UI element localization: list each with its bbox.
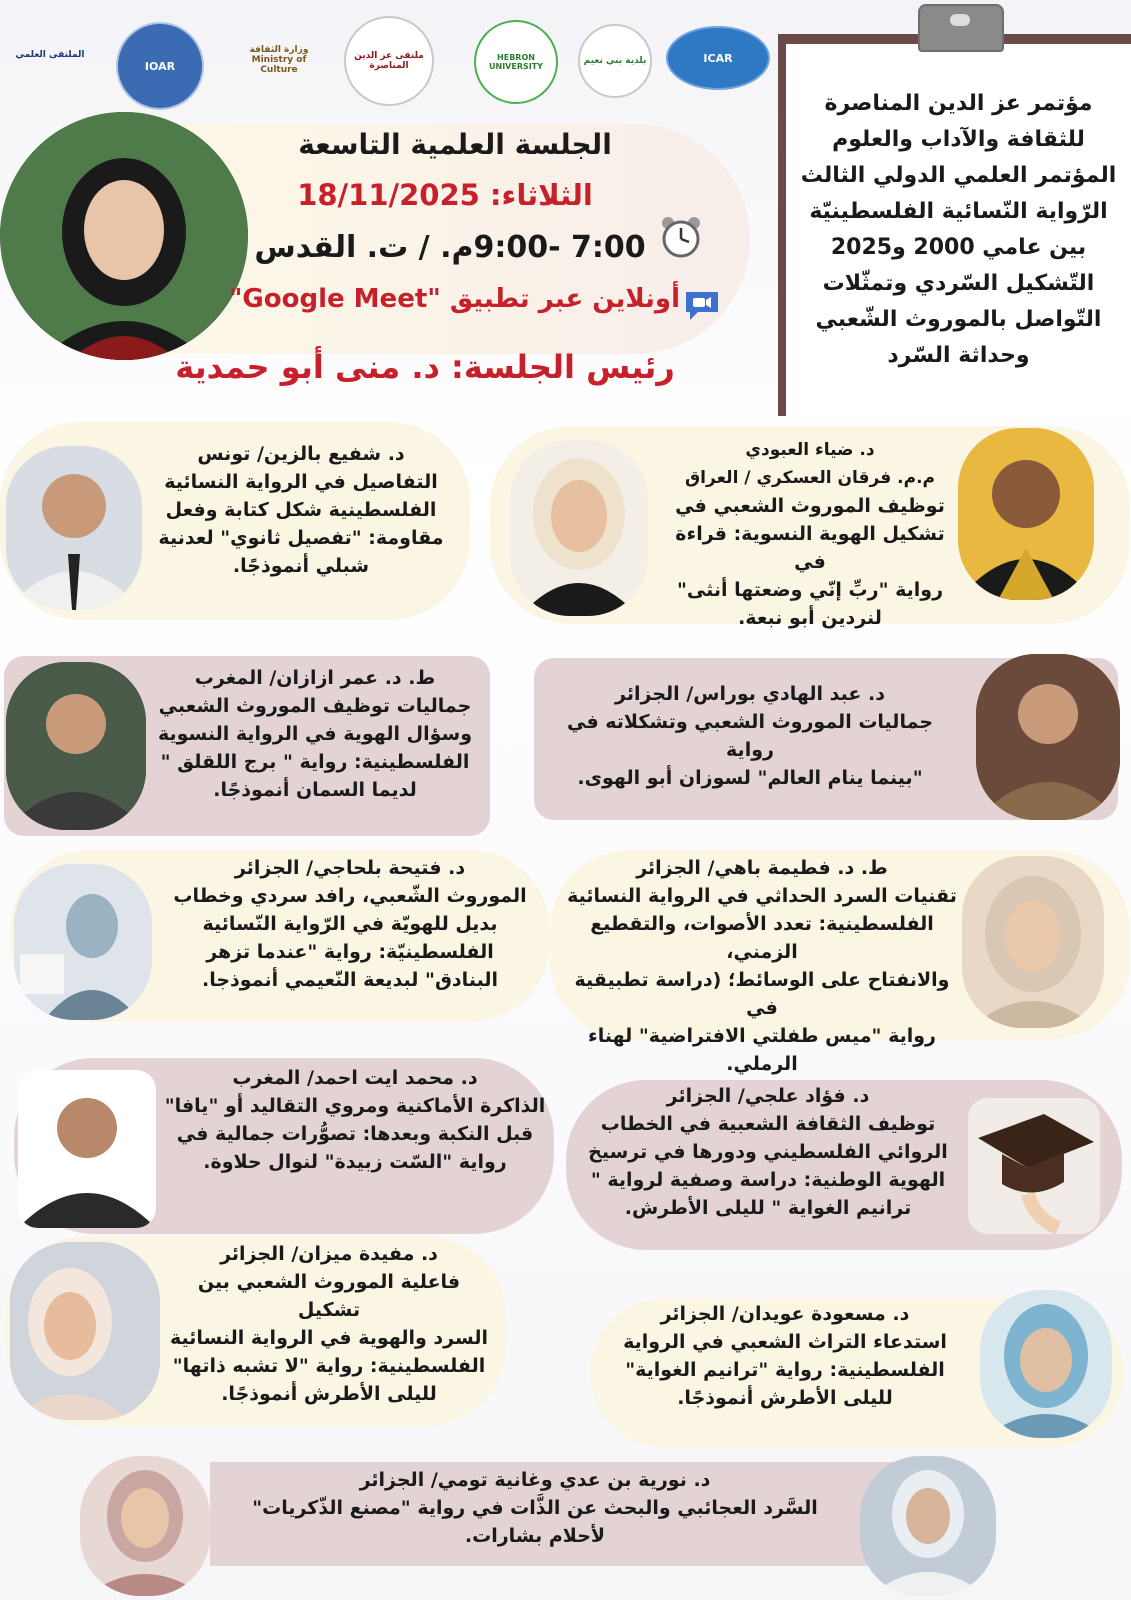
logo-label: ICAR [703, 51, 733, 65]
speaker-text [540, 680, 960, 792]
logo-beni-naim [578, 24, 652, 98]
conference-line: التّواصل بالموروث الشّعبي [815, 307, 1102, 332]
paper-title-line: جماليات توظيف الموروث الشعبي [158, 695, 472, 717]
paper-title-line: الفلسطينية: رواية "ترانيم الغواية" [625, 1359, 945, 1381]
logo-ministry-culture [238, 26, 320, 94]
paper-title-line: توظيف الموروث الشعبي في [675, 495, 945, 517]
paper-title-line: رواية "ربِّ إنّي وضعتها أنثى" [676, 579, 944, 601]
avatar-icon [14, 864, 152, 1020]
paper-title-line: الفلسطينية: رواية " برج اللقلق " [160, 751, 470, 773]
avatar-icon [962, 856, 1104, 1028]
speaker-name: د. مفيدة ميزان/ الجزائر [220, 1243, 438, 1265]
speaker-photo [860, 1456, 996, 1596]
speaker-text [150, 664, 480, 804]
logo-label: وزارة الثقافة Ministry of Culture [249, 45, 309, 75]
graduation-cap-icon [968, 1098, 1100, 1234]
avatar-icon [80, 1456, 210, 1596]
paper-title-line: لديما السمان أنموذجًا. [213, 779, 417, 801]
speaker-photo [80, 1456, 210, 1596]
speaker-name: د. محمد ايت احمد/ المغرب [232, 1067, 478, 1089]
avatar-icon [958, 428, 1094, 600]
paper-title-line: الهوية الوطنية: دراسة وصفية لرواية " [590, 1169, 946, 1191]
paper-title-line: تشكيل الهوية النسوية: قراءة في [675, 523, 945, 573]
paper-title-line: الروائي الفلسطيني ودورها في ترسيخ [588, 1141, 948, 1163]
speaker-name: د. ضياء العبودي [745, 440, 875, 460]
conference-line: التّشكيل السّردي وتمثّلات [822, 271, 1095, 296]
conference-line: بين عامي 2000 و2025 [830, 235, 1087, 260]
logo-label: IOAR [144, 59, 176, 73]
speaker-text [160, 854, 540, 994]
speaker-name: م.م. فرقان العسكري / العراق [684, 468, 935, 488]
paper-title-line: الفلسطينية: تعدد الأصوات، والتقطيع الزمني، [590, 913, 934, 963]
speaker-text [146, 440, 456, 580]
paper-title-line: الموروث الشّعبي، رافد سردي وخطاب [173, 885, 527, 907]
speaker-text [600, 1300, 970, 1412]
speaker-name: د. فؤاد علجي/ الجزائر [666, 1085, 870, 1107]
paper-title-line: استدعاء التراث الشعبي في الرواية [623, 1331, 947, 1353]
speaker-text [556, 854, 968, 1078]
speaker-text [660, 436, 960, 632]
speaker-name: د. نورية بن عدي وغانية تومي/ الجزائر [359, 1469, 711, 1491]
clip-hole [950, 14, 970, 26]
paper-title-line: "بينما ينام العالم" لسوزان أبو الهوى. [577, 767, 923, 789]
mortarboard-icon [968, 1098, 1100, 1234]
paper-title-line: قبل النكبة وبعدها: تصوُّرات جمالية في [176, 1123, 534, 1145]
paper-title-line: لليلى الأطرش أنموذجًا. [677, 1387, 893, 1409]
paper-title-line: الفلسطينية: رواية "لا تشبه ذاتها" [172, 1355, 486, 1377]
paper-title-line: والانفتاح على الوسائط؛ (دراسة تطبيقية في [574, 969, 950, 1019]
speaker-name: د. عبد الهادي بوراس/ الجزائر [615, 683, 885, 705]
speaker-photo [6, 662, 146, 830]
paper-title-line: رواية "السّت زبيدة" لنوال حلاوة. [203, 1151, 507, 1173]
session-time: 7:00 -9:00م. / ت. القدس [254, 230, 646, 265]
speaker-name: ط. د. فطيمة باهي/ الجزائر [636, 857, 888, 879]
logo-manasra-forum [344, 16, 434, 106]
speaker-name: د. فتيحة بلحاجي/ الجزائر [234, 857, 466, 879]
session-title: الجلسة العلمية التاسعة [298, 128, 612, 161]
speaker-photo [510, 440, 648, 616]
session-date: الثلاثاء: 18/11/2025 [297, 178, 593, 212]
clipboard-clip-icon [918, 4, 1004, 52]
logo-label: بلدية بني نعيم [583, 56, 647, 66]
speaker-name: د. مسعودة عويدان/ الجزائر [660, 1303, 910, 1325]
paper-title-line: لليلى الأطرش أنموذجًا. [221, 1383, 437, 1405]
paper-title-line: ترانيم الغواية " لليلى الأطرش. [624, 1197, 912, 1219]
logo-label: الملتقى العلمي [15, 50, 85, 60]
avatar-icon [0, 112, 248, 360]
logo-scientific-forum [4, 26, 96, 84]
conference-line: الرّواية النّسائية الفلسطينيّة [809, 199, 1108, 224]
speaker-text [164, 1240, 494, 1408]
paper-title-line: بديل للهويّة في الرّواية النّسائية [202, 913, 498, 935]
logo-ioar [116, 22, 204, 110]
speaker-photo [10, 1242, 160, 1420]
paper-title-line: وسؤال الهوية في الرواية النسوية [157, 723, 473, 745]
paper-title-line: رواية "ميس طفلتي الافتراضية" لهناء [588, 1025, 936, 1047]
paper-title-line: السَّرد العجائبي والبحث عن الذَّات في رواية "مصنع الذّكريات" [252, 1497, 818, 1519]
avatar-icon [10, 1242, 160, 1420]
session-online: أونلاين عبر تطبيق "Google Meet" [228, 284, 680, 314]
paper-title-line: التفاصيل في الرواية النسائية [164, 471, 438, 493]
avatar-icon [6, 446, 142, 610]
avatar-icon [980, 1290, 1112, 1438]
paper-title-line: الذاكرة الأماكنية ومروي التقاليد أو "يافا" [164, 1095, 546, 1117]
avatar-icon [18, 1070, 156, 1228]
session-chair: رئيس الجلسة: د. منى أبو حمدية [175, 348, 675, 386]
avatar-icon [510, 440, 648, 616]
alarm-clock-icon [658, 214, 704, 260]
speaker-text [160, 1064, 550, 1176]
paper-title-line: الفلسطينيّة: رواية "عندما تزهر [206, 941, 494, 963]
logo-label: HEBRON UNIVERSITY [489, 53, 543, 71]
speaker-photo [14, 864, 152, 1020]
conference-line: مؤتمر عز الدين المناصرة [824, 91, 1093, 116]
speaker-text [220, 1466, 850, 1550]
logo-icar [666, 26, 770, 90]
speaker-name: ط. د. عمر ازازان/ المغرب [194, 667, 436, 689]
chair-photo [0, 112, 248, 360]
conference-line: وحداثة السّرد [887, 343, 1030, 368]
conference-line: المؤتمر العلمي الدولي الثالث [800, 163, 1117, 188]
paper-title-line: شبلي أنموذجًا. [232, 555, 370, 577]
speaker-photo [958, 428, 1094, 600]
avatar-icon [6, 662, 146, 830]
speaker-photo [6, 446, 142, 610]
speaker-text [578, 1082, 958, 1222]
conference-title-panel [786, 44, 1131, 416]
conference-title-board [778, 34, 1131, 416]
speaker-photo [976, 654, 1120, 820]
conference-line: للثقافة والآداب والعلوم [832, 127, 1085, 152]
speaker-photo [962, 856, 1104, 1028]
logo-label: ملتقى عز الدين المناصرة [354, 51, 424, 71]
paper-title-line: الفلسطينية شكل كتابة وفعل [165, 499, 437, 521]
logo-hebron-university [474, 20, 558, 104]
video-chat-icon [682, 288, 722, 322]
paper-title-line: السرد والهوية في الرواية النسائية [170, 1327, 488, 1349]
paper-title-line: لأحلام بشارات. [464, 1525, 606, 1547]
speaker-photo [18, 1070, 156, 1228]
avatar-icon [860, 1456, 996, 1596]
speaker-photo [980, 1290, 1112, 1438]
paper-title-line: جماليات الموروث الشعبي وتشكلاته في رواية [566, 711, 934, 761]
paper-title-line: فاعلية الموروث الشعبي بين تشكيل [197, 1271, 461, 1321]
speaker-name: د. شفيع بالزين/ تونس [197, 443, 405, 465]
paper-title-line: الرملي. [726, 1053, 798, 1075]
paper-title-line: توظيف الثقافة الشعبية في الخطاب [600, 1113, 936, 1135]
paper-title-line: البنادق" لبديعة النّعيمي أنموذجا. [202, 969, 498, 991]
avatar-icon [976, 654, 1120, 820]
paper-title-line: تقنيات السرد الحداثي في الرواية النسائية [567, 885, 957, 907]
paper-title-line: مقاومة: "تفصيل ثانوي" لعدنية [158, 527, 444, 549]
paper-title-line: لنردين أبو نبعة. [738, 607, 882, 629]
